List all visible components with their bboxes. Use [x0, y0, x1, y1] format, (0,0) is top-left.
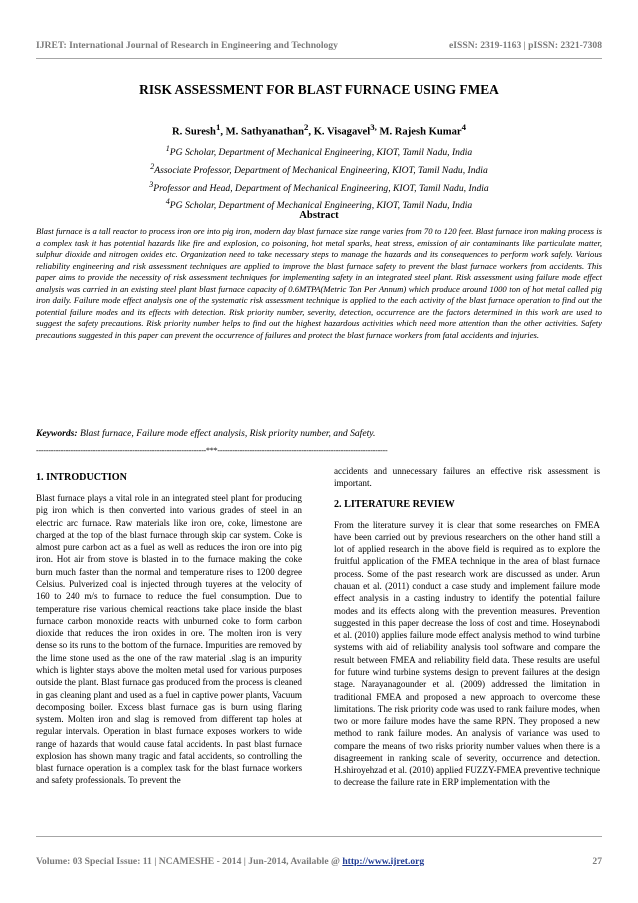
affiliation-text: PG Scholar, Department of Mechanical Engineering, KIOT, Tamil Nadu, India	[169, 200, 473, 212]
footer-divider	[36, 836, 602, 837]
affiliation-sup: 2	[150, 161, 155, 171]
author-name: K. Visagavel	[313, 126, 371, 138]
author-sup: 1	[215, 122, 221, 132]
footer-text: Volume: 03 Special Issue: 11 | NCAMESHE - 2014 | Jun-2014, Available @	[36, 856, 343, 867]
author-name: R. Suresh	[171, 126, 216, 138]
running-footer	[36, 856, 602, 870]
author-name: M. Sathyanathan	[225, 126, 304, 138]
affiliation-sup: 4	[165, 197, 170, 207]
footer-info	[36, 856, 424, 867]
abstract-heading: Abstract	[299, 210, 339, 221]
keywords-text: Blast furnace, Failure mode effect analysis, Risk priority number, and Safety.	[79, 428, 376, 439]
affiliation-sup: 1	[165, 144, 170, 153]
introduction-heading: 1. INTRODUCTION	[36, 472, 127, 483]
affiliation-text: Associate Professor, Department of Mechanical Engineering, KIOT, Tamil Nadu, India	[154, 164, 488, 176]
author-sup: 4	[461, 122, 466, 132]
journal-link[interactable]: http://www.ijret.org	[342, 856, 425, 867]
author-sup: 3,	[370, 122, 377, 132]
header-divider	[36, 58, 602, 59]
author-name: M. Rajesh Kumar	[379, 126, 462, 138]
affiliation	[36, 160, 602, 178]
affiliation-sup: 3	[149, 179, 154, 189]
page-number: 27	[592, 856, 602, 867]
affiliation	[36, 178, 602, 196]
literature-review-heading: 2. LITERATURE REVIEW	[334, 498, 455, 510]
affiliation-list	[36, 142, 602, 213]
keywords-label: Keywords:	[36, 428, 78, 439]
abstract-text: Blast furnace is a tall reactor to process iron ore into pig iron, modern day blast furnace size range varies from 70 to 120 feet. Blast furnace iron making process is a complex task it has potential hazards like fire and explosion, co poisoning, hot metal sparks, heat stress, emission of air contaminants like particulate matter, sulphur dioxide and nitrogen oxides etc. Organization need to take necessary steps to manage the hazards and its consequences to perform work safely. Various reliability engineering and risk assessment techniques are applied to improve the blast furnace safety to prevent the blast furnace workers from accidents. This paper aims to provide the necessity of risk assessment techniques for implementing safety in an integrated steel plant. Risk assessment using failure mode effect analysis was carried in an existing steel plant blast furnace capacity of 0.6MTPA(Metric Ton Per Annum) which produce around 1000 ton of hot metal called pig iron daily. Failure mode effect analysis one of the systematic risk assessment technique is applied to the each activity of the blast furnace operation to find out the potential failure modes and its effects with detection. Risk priority number, severity, detection, occurrence are the factors determined in this work are used to suggest the safety precautions. Risk priority number helps to find out the highest hazardous activities which need more attention than the other activities. Safety precautions suggested in this paper can prevent the occurrence of failures and protect the blast furnace workers from fatal accidents and injuries.	[36, 226, 602, 340]
paper-title: RISK ASSESSMENT FOR BLAST FURNACE USING FMEA	[139, 82, 499, 97]
introduction-text: Blast furnace plays a vital role in an integrated steel plant for producing pig iron which is then converted into various grades of steel in an electric arc furnace. Raw materials like iron ore, coke, limestone are charged at the top of the blast furnace through skip car system. Coke is almost pure carbon act as a fuel as well as reduces the iron ore into pig iron. Hot air from stove is blasted in to the furnace making the coke burn much faster than the normal and temperature rises to 1200 degree Celsius. Pulverized coal is injected through tuyeres at the velocity of 160 to 240 m/s to furnace to reduce the fuel consumption. Due to temperature rise various chemical reactions take place inside the blast furnace carbon monoxide reacts with unburned coke to form carbon dioxide that reduces the iron oxides in ore. The molten iron is very dense so its runs to the bottom of the furnace. Impurities are removed by the lime stone used as the one of the raw material .slag is an impurity which is lighter stays above the molten metal used for various purposes outside the plant. Blast furnace gas produced from the process is cleaned in gas cleaning plant and used as a fuel in captive power plants, Vacuum decomposing boiler. Excess blast furnace gas is burn using flaring system. Molten iron and slag is removed from different tap holes at regular intervals. Operation in blast furnace exposes workers to wide range of hazards that would cause fatal accidents. In past blast furnace explosion has shown many tragic and fatal accidents, so controlling the blast furnace operation is a complex task for the blast furnace workers and safety professionals. To prevent the	[36, 493, 302, 786]
keywords-line	[36, 428, 602, 439]
introduction-continued: accidents and unnecessary failures an effective risk assessment is important.	[334, 466, 600, 489]
affiliation	[36, 142, 602, 160]
affiliation-text: Professor and Head, Department of Mechanical Engineering, KIOT, Tamil Nadu, India	[153, 182, 489, 194]
issn-info: eISSN: 2319-1163 | pISSN: 2321-7308	[449, 40, 602, 51]
affiliation-text: PG Scholar, Department of Mechanical Engineering, KIOT, Tamil Nadu, India	[169, 147, 473, 159]
section-separator: ---------------------------------------------------------------------***---------------------------------------------------------------------	[36, 446, 388, 455]
author-list: R. Suresh$^1$, M. Sathyanathan$^2$, K. Visagavel$^{3,}$ M. Rajesh Kumar$^4$	[171, 122, 466, 138]
author-sup: 2	[303, 122, 309, 132]
left-column	[36, 465, 302, 787]
right-column	[334, 465, 600, 789]
running-header	[36, 40, 602, 54]
journal-name: IJRET: International Journal of Research in Engineering and Technology	[36, 40, 338, 51]
literature-review-text: From the literature survey it is clear that some researches on FMEA have been carried out by previous researchers on the other hand still a lot of applied research in the above field is required as to explore the fruitful application of the FMEA technique in the area of blast furnace process. Some of the past research work are discussed as under. Arun chauan et al. (2011) conduct a case study and implement failure mode effect analysis in a casting industry to identify the potential failure modes and its effects along with the prevention measures. Prevention suggested in this paper decrease the loss of cost and time. Hoseynabodi et al. (2010) applies failure mode effect analysis method to wind turbine systems with aid of reliability analysis tool software and compare the result between FMEA and reliability field data. These results are useful for future wind turbine systems design to prevent failures at the design stage. Narayanagounder et al. (2009) addressed the limitation in traditional FMEA and proposed a new approach to overcome these limitations. The risk priority code was used to rank failure modes, when two or more failure modes have the same RPN. They proposed a new method to rank failure modes. An analysis of variance was used to compare the means of two risks priority number values when there is a disagreement in ranking scale of severity, occurrence and detection. H.shiroyehzad et al. (2010) applied FUZZY-FMEA preventive technique to decrease the failure rate in ERP implementation with the	[334, 519, 600, 788]
